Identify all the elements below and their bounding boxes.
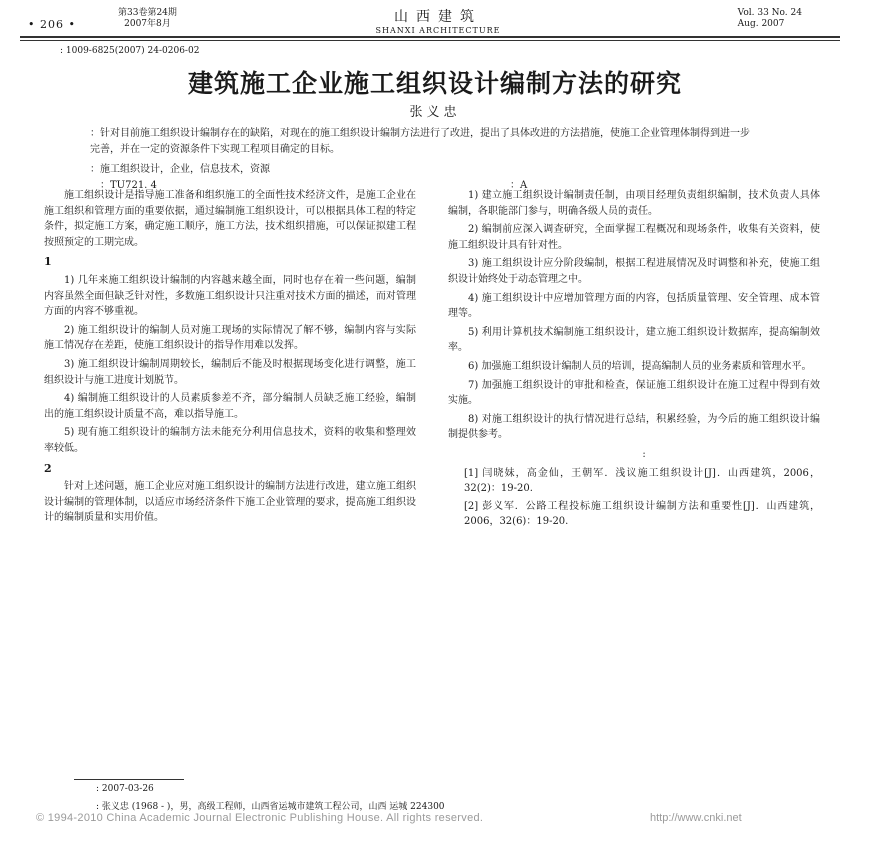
body-paragraph: 5) 利用计算机技术编制施工组织设计，建立施工组织设计数据库，提高编制效率。 <box>448 326 820 354</box>
body-paragraph: 6) 加强施工组织设计编制人员的培训，提高编制人员的业务素质和管理水平。 <box>468 360 812 372</box>
volume-cn-line2: 2007年8月 <box>124 19 171 29</box>
keywords: ：施工组织设计，企业，信息技术，资源 <box>90 164 270 175</box>
volume-en-line2: Aug. 2007 <box>737 19 785 29</box>
right-column <box>448 188 820 532</box>
body-paragraph: 2) 编制前应深入调查研究，全面掌握工程概况和现场条件，收集有关资料，使施工组织设计具有针对性。 <box>448 224 820 251</box>
body-paragraph: 2) 施工组织设计的编制人员对施工现场的实际情况了解不够，编制内容与实际施工情况存在差距，使施工组织设计的指导作用难以发挥。 <box>44 324 416 352</box>
body-paragraph: 1) 建立施工组织设计编制责任制，由项目经理负责组织编制，技术负责人具体编制，各职能部门参与，明确各级人员的责任。 <box>448 190 820 217</box>
website-watermark: http://www.cnki.net <box>650 812 742 824</box>
journal-name-en: SHANXI ARCHITECTURE <box>375 26 501 35</box>
body-paragraph: 施工组织设计是指导施工准备和组织施工的全面性技术经济文件，是施工企业在施工组织和管理方面的重要依据，通过编制施工组织设计，可以根据具体工程的特定条件，拟定施工方案，确定施工顺序，施工方法，技术组织措施，可以保证拟建工程按照预定的工期完成。 <box>44 190 416 248</box>
section-heading: 1 <box>44 255 52 269</box>
references-heading: : <box>642 448 646 460</box>
reference-item: [2] 彭义军．公路工程投标施工组织设计编制方法和重要性[J]．山西建筑，2006，32(6)：19-20. <box>464 500 820 528</box>
footnote-received-date: : 2007-03-26 <box>96 784 154 794</box>
body-paragraph: 7) 加强施工组织设计的审批和检查，保证施工组织设计在施工过程中得到有效实施。 <box>448 379 820 407</box>
section-heading: 2 <box>44 461 52 475</box>
header-rule-thin <box>20 40 840 41</box>
copyright-watermark: © 1994-2010 China Academic Journal Electronic Publishing House. All rights reserved. <box>36 812 484 824</box>
running-header <box>28 6 842 38</box>
volume-en-line1: Vol. 33 No. 24 <box>737 8 802 18</box>
left-column <box>44 188 416 529</box>
body-paragraph: 5) 现有施工组织设计的编制方法未能充分利用信息技术，资料的收集和整理效率较低。 <box>44 427 416 454</box>
reference-item: [1] 闫晓妹，高金仙，王朝军．浅议施工组织设计[J]．山西建筑，2006，32(2)：19-20. <box>464 467 820 495</box>
journal-name <box>348 6 528 35</box>
body-paragraph: 1) 几年来施工组织设计编制的内容越来越全面，同时也存在着一些问题，编制内容虽然全面但缺乏针对性，多数施工组织设计只注重对技术方面的描述，而对管理方面的内容不够重视。 <box>44 274 416 318</box>
volume-info-en <box>738 8 802 30</box>
volume-cn-line1: 第33卷第24期 <box>118 8 177 18</box>
body-paragraph: 3) 施工组织设计编制周期较长，编制后不能及时根据现场变化进行调整，施工组织设计与施工进度计划脱节。 <box>44 358 416 386</box>
journal-name-cn: 山西建筑 <box>394 9 482 25</box>
article-number: : 1009-6825(2007) 24-0206-02 <box>60 46 200 56</box>
body-paragraph: 4) 施工组织设计中应增加管理方面的内容，包括质量管理、安全管理、成本管理等。 <box>448 292 820 320</box>
body-paragraph: 8) 对施工组织设计的执行情况进行总结，积累经验，为今后的施工组织设计编制提供参考。 <box>448 413 820 441</box>
header-rule-thick <box>20 36 840 38</box>
abstract: ：针对目前施工组织设计编制存在的缺陷，对现在的施工组织设计编制方法进行了改进，提出了具体改进的方法措施，使施工企业管理体制得到进一步完善，并在一定的资源条件下实现工程项目确定的目标。 <box>90 128 750 155</box>
body-paragraph: 针对上述问题，施工企业应对施工组织设计的编制方法进行改进，建立施工组织设计编制的管理体制，以适应市场经济条件下施工企业管理的要求，提高施工组织设计的编制质量和实用价值。 <box>44 481 416 524</box>
volume-info-cn <box>118 8 177 30</box>
body-paragraph: 4) 编制施工组织设计的人员素质参差不齐，部分编制人员缺乏施工经验，编制出的施工组织设计质量不高，难以指导施工。 <box>44 393 416 420</box>
paper-title: 建筑施工企业施工组织设计编制方法的研究 <box>187 69 682 98</box>
footnote-rule <box>74 779 184 780</box>
document-code: ：A <box>510 180 528 191</box>
body-paragraph: 3) 施工组织设计应分阶段编制，根据工程进展情况及时调整和补充，使施工组织设计始终处于动态管理之中。 <box>448 258 820 285</box>
footnote-author-bio: : 张义忠 (1968 - )，男，高级工程师，山西省运城市建筑工程公司，山西 运城 224300 <box>96 802 445 812</box>
classification-number: ：TU721. 4 <box>100 180 157 191</box>
author-name: 张义忠 <box>409 105 461 120</box>
page-number: • 206 • <box>28 18 76 31</box>
